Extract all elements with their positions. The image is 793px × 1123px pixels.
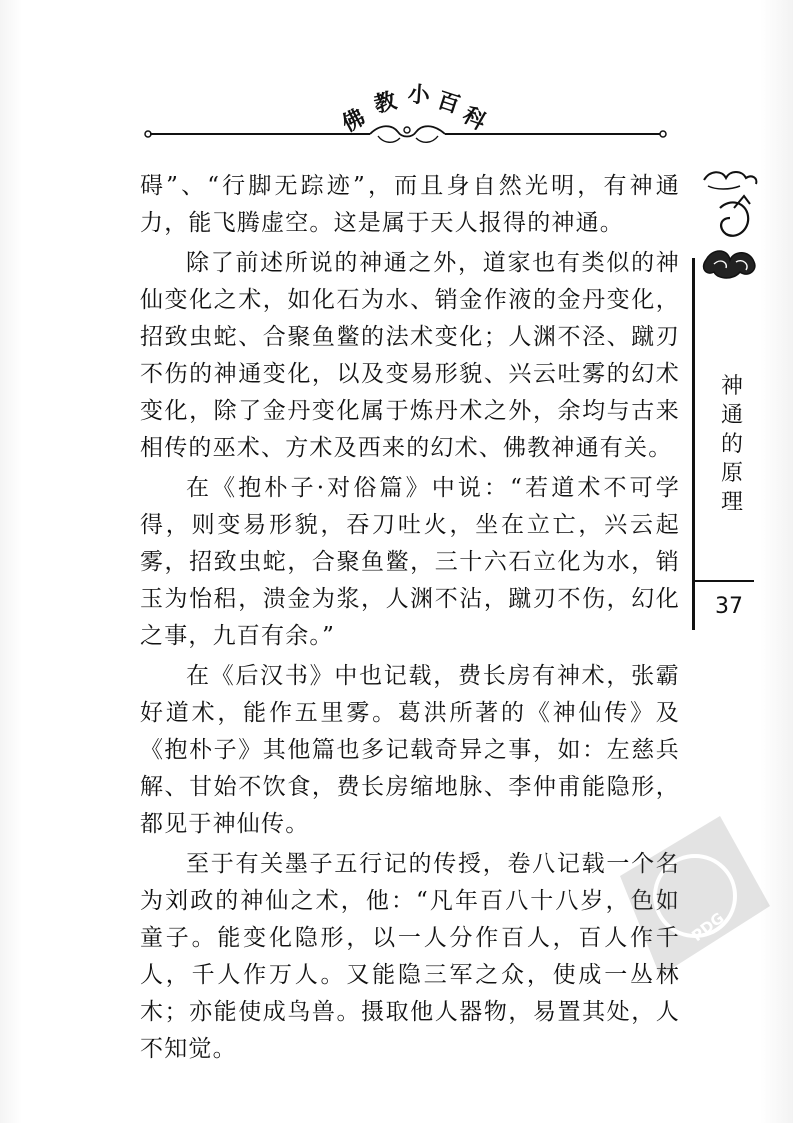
- section-title-char: 理: [720, 490, 743, 515]
- running-head-char: 科: [458, 102, 491, 136]
- section-title-char: 通: [720, 403, 743, 428]
- margin-rule-vertical: [692, 258, 695, 630]
- paragraph: 在《后汉书》中也记载，费长房有神术，张霸好道术，能作五里雾。葛洪所著的《神仙传》及《抱朴子》其他篇也多记载奇异之事，如：左慈兵解、甘始不饮食，费长房缩地脉、李仲甫能隐形，都见于神仙传。: [140, 663, 680, 837]
- running-head-char: 小: [407, 81, 431, 109]
- body-text: [140, 168, 680, 1071]
- paragraph: 碍”、“行脚无踪迹”，而且身自然光明，有神通力，能飞腾虚空。这是属于天人报得的神通。: [140, 173, 680, 236]
- running-head-char: 佛: [337, 104, 370, 138]
- section-title-char: 原: [720, 461, 743, 486]
- section-title-char: 的: [720, 432, 743, 457]
- paragraph: 至于有关墨子五行记的传授，卷八记载一个名为刘政的神仙之术，他：“凡年百八十八岁，色如童子。能变化隐形，以一人分作百人，百人作千人，千人作万人。又能隐三军之众，使成一丛林木；亦能使成鸟兽。摄取他人器物，易置其处，人不知觉。: [140, 851, 680, 1062]
- watermark-seal-icon: [600, 816, 770, 976]
- section-title-char: 神: [720, 374, 743, 399]
- section-title: [718, 372, 746, 517]
- paragraph: 在《抱朴子·对俗篇》中说：“若道术不可学得，则变易形貌，吞刀吐火，坐在立亡，兴云起雾，招致虫蛇，合聚鱼鳖，三十六石立化为水，销玉为怡稆，溃金为浆，人渊不沾，蹴刃不伤，幻化之事，九百有余。”: [140, 475, 680, 649]
- margin-rule-horizontal: [692, 580, 754, 582]
- header-ornament-rule: [140, 118, 675, 154]
- watermark-text: PDG: [688, 908, 728, 946]
- page-number: 37: [715, 594, 743, 619]
- running-head-char: 百: [434, 87, 464, 119]
- cloud-ornament-icon: [700, 168, 760, 298]
- paragraph: 除了前述所说的神通之外，道家也有类似的神仙变化之术，如化石为水、销金作液的金丹变化，招致虫蛇、合聚鱼鳖的法术变化；人渊不泾、蹴刃不伤的神通变化，以及变易形貌、兴云吐雾的幻术变化，除了金丹变化属于炼丹术之外，余均与古来相传的巫术、方术及西来的幻术、佛教神通有关。: [140, 250, 680, 461]
- running-head-char: 教: [371, 87, 400, 119]
